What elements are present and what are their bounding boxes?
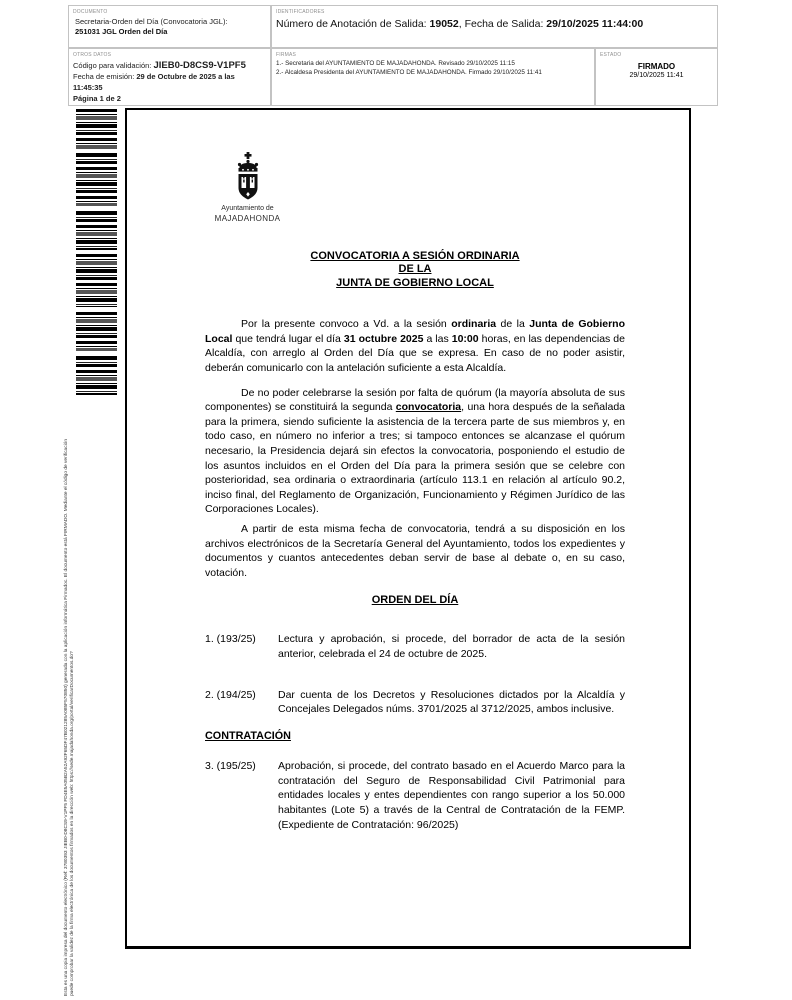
title-line-1: CONVOCATORIA A SESIÓN ORDINARIA — [310, 250, 520, 262]
identificadores-label: IDENTIFICADORES — [276, 9, 325, 15]
barcode — [76, 109, 117, 395]
title-line-3: JUNTA DE GOBIERNO LOCAL — [336, 276, 494, 289]
verification-line-1: Esta es una copia impresa del documento electrónico (Ref: 3780393 JIEB0-D8CS9-V1PF5 FD4E5A05B2A52A92F65DF47B021285A085F570850) generada con la aplicación informática Firmadoc. El documento está FIRMADO. Mediante el código de verificación — [64, 438, 69, 996]
orden-item-2-number: 2. (194/25) — [205, 688, 256, 701]
documento-cell — [68, 5, 271, 48]
orden-del-dia-heading: ORDEN DEL DÍA — [371, 594, 459, 607]
document-body — [205, 250, 625, 832]
estado-cell — [595, 48, 718, 106]
verification-margin-text — [64, 280, 77, 996]
orden-item-1-text: Lectura y aprobación, si procede, del borrador de acta de la sesión anterior, celebrada el 24 de octubre de 2025. — [278, 633, 625, 660]
document-page — [125, 108, 691, 949]
otros-datos-cell — [68, 48, 271, 106]
documento-label: DOCUMENTO — [73, 9, 108, 15]
codigo-validacion: Código para validación: JIEB0-D8CS9-V1PF5 — [73, 60, 246, 71]
majadahonda-crest-icon — [233, 152, 263, 202]
identificadores-cell — [271, 5, 718, 48]
paragraph-archivos: A partir de esta misma fecha de convocatoria, tendrá a su disposición en los archivos electrónicos de la Secretaría General del Ayuntamiento, todos los expedientes y documentos y cuantos antecedentes deban servir de base al debate o, en su caso, votación. — [205, 522, 625, 579]
paragraph-quorum: De no poder celebrarse la sesión por falta de quórum (la mayoría absoluta de sus componentes) se constituirá la segunda convocatoria, una hora después de la señalada para la primera, siendo suficiente la asistencia de la tercera parte de sus miembros y, en todo caso, en número no inferior a tres; si tampoco entonces se alcanzase el quórum necesario, la Presidencia dejará sin efectos la convocatoria, posponiendo el estudio de los asuntos incluidos en el Orden del Día para la primera sesión que se celebre con posterioridad, sea ordinaria o extraordinaria (artículo 113.1 en relación al artículo 90.2, inciso final, del Reglamento de Organización, Funcionamiento y Régimen Jurídico de las Corporaciones Locales). — [205, 386, 625, 516]
fecha-emision-value: 29 de Octubre de 2025 a las 11:45:35 — [73, 72, 235, 92]
fecha-emision: Fecha de emisión: 29 de Octubre de 2025 a las 11:45:35 — [73, 72, 235, 92]
metadata-header — [68, 5, 718, 106]
orden-item-1-number: 1. (193/25) — [205, 633, 256, 646]
verification-line-2: puede comprobar la validez de la firma electrónica de los documentos firmados en la dirección web: https://sede.majadahonda.org/portal/verificarDocumentos.do? — [70, 651, 76, 996]
orden-item-3-text: Aprobación, si procede, del contrato basado en el Acuerdo Marco para la contratación del Seguro de Responsabilidad Civil Patrimonial para entidades locales y entes dependientes con rango superior a los 50.000 habitantes (Lote 5) a través de la Central de Contratación de la FEMP. (Expediente de Contratación: 96/2025) — [278, 760, 625, 831]
identificadores-text: Número de Anotación de Salida: 19052, Fecha de Salida: 29/10/2025 11:44:00 — [276, 18, 644, 30]
orden-item-3-number: 3. (195/25) — [205, 760, 256, 773]
paragraph-convocatoria: Por la presente convoco a Vd. a la sesión ordinaria de la Junta de Gobierno Local que tendrá lugar el día 31 octubre 2025 a las 10:00 horas, en las dependencias de Alcaldía, con arreglo al Orden del Día que se expresa. En caso de no poder asistir, deberán comunicarlo con la antelación suficiente a esta Alcaldía. — [205, 318, 626, 374]
title-line-2: DE LA — [398, 263, 432, 276]
ayuntamiento-logo-text — [185, 205, 310, 223]
firma-2: 2.- Alcaldesa Presidenta del AYUNTAMIENTO DE MAJADAHONDA. Firmado 29/10/2025 11:41 — [276, 68, 542, 76]
document-title — [205, 250, 625, 290]
estado-status-badge: FIRMADO — [637, 62, 676, 71]
otros-datos-label: OTROS DATOS — [73, 52, 112, 58]
orden-item-1 — [205, 632, 625, 661]
estado-label: ESTADO — [600, 52, 622, 58]
orden-item-2 — [205, 688, 625, 717]
firmas-cell — [271, 48, 595, 106]
firmas-label: FIRMAS — [276, 52, 297, 58]
contratacion-heading: CONTRATACIÓN — [205, 729, 291, 742]
estado-datetime: 29/10/2025 11:41 — [629, 72, 684, 79]
anotacion-salida-value: 19052 — [429, 18, 459, 30]
logo-line-1: Ayuntamiento de — [221, 205, 274, 212]
pagina-indicator: Página 1 de 2 — [73, 94, 121, 103]
documento-type: Secretaria-Orden del Día (Convocatoria JGL): — [75, 17, 228, 26]
codigo-validacion-value: JIEB0-D8CS9-V1PF5 — [153, 60, 246, 71]
orden-item-3 — [205, 759, 625, 832]
documento-name: 251031 JGL Orden del Día — [75, 27, 168, 36]
firma-1: 1.- Secretaria del AYUNTAMIENTO DE MAJADAHONDA. Revisado 29/10/2025 11:15 — [276, 60, 515, 67]
logo-line-2: MAJADAHONDA — [214, 213, 281, 223]
orden-item-2-text: Dar cuenta de los Decretos y Resoluciones dictados por la Alcaldía y Concejales Delegados núms. 3701/2025 al 3712/2025, ambos inclusive. — [278, 688, 625, 716]
fecha-salida-value: 29/10/2025 11:44:00 — [546, 18, 644, 30]
